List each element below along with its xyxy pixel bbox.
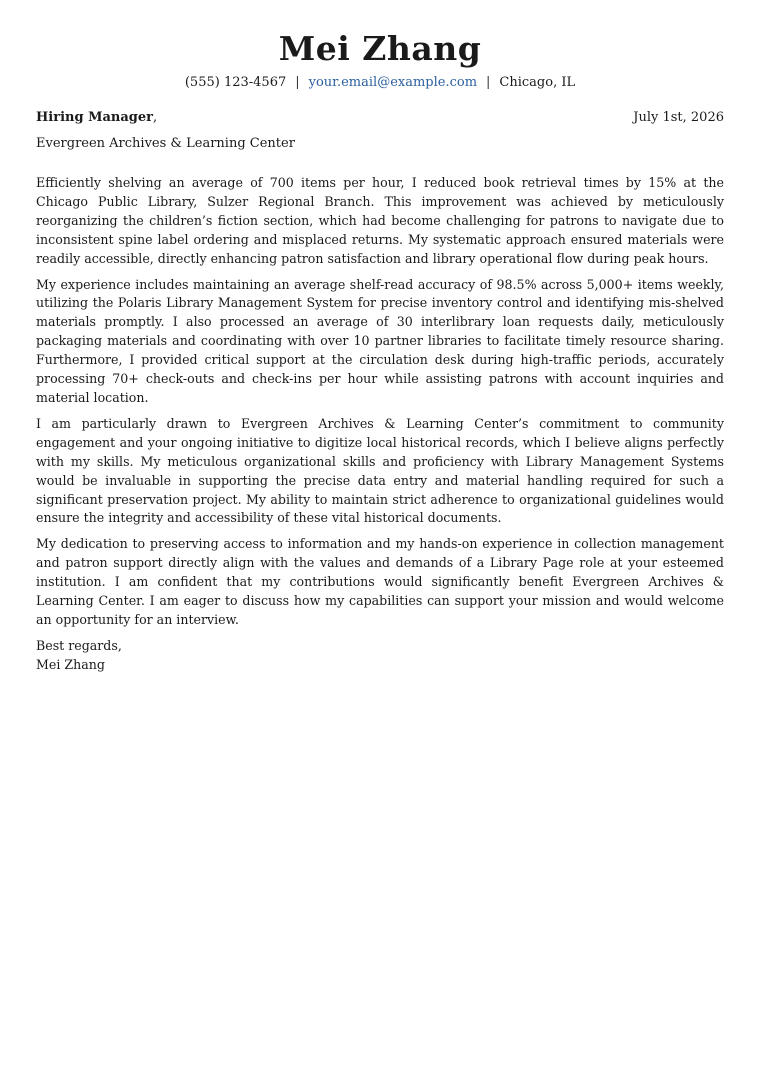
location: Chicago, IL bbox=[499, 75, 576, 90]
body-paragraph: Efficiently shelving an average of 700 items per hour, I reduced book retrieval times by 15% at the Chicago Public Library, Sulzer Regional Branch. This improvement was achieved by meticulously reorganizing the children’s fiction section, which had become challenging for patrons to navigate due to inconsistent spine label ordering and misplaced returns. My systematic approach ensured materials were readily accessible, directly enhancing patron satisfaction and library operational flow during peak hours. bbox=[36, 175, 724, 266]
body-paragraph: My dedication to preserving access to information and my hands-on experience in collection management and patron support directly align with the values and demands of a Library Page role at your esteemed institution. I am confident that my contributions would significantly benefit Evergreen Archives & Learning Center. I am eager to discuss how my capabilities can support your mission and would welcome an opportunity for an interview. bbox=[36, 536, 724, 627]
recipient-company: Evergreen Archives & Learning Center bbox=[36, 136, 295, 151]
applicant-name: Mei Zhang bbox=[278, 29, 482, 68]
closing-salutation: Best regards, bbox=[36, 637, 122, 653]
separator: | bbox=[486, 75, 491, 90]
letter-body bbox=[36, 174, 724, 630]
separator: | bbox=[295, 75, 300, 90]
signature-name: Mei Zhang bbox=[36, 656, 105, 672]
recipient-suffix: , bbox=[152, 110, 158, 125]
recipient-date-row bbox=[36, 109, 724, 127]
phone-number: (555) 123-4567 bbox=[184, 75, 287, 90]
body-paragraph: My experience includes maintaining an average shelf-read accuracy of 98.5% across 5,000+ items weekly, utilizing the Polaris Library Management System for precise inventory control and identifying mis-shelved materials promptly. I also processed an average of 30 interlibrary loan requests daily, meticulously packaging materials and coordinating with over 10 partner libraries to facilitate timely resource sharing. Furthermore, I provided critical support at the circulation desk during high-traffic periods, accurately processing 70+ check-outs and check-ins per hour while assisting patrons with account inquiries and material location. bbox=[36, 276, 724, 405]
email-link[interactable]: your.email@example.com bbox=[308, 75, 478, 90]
letter-date: July 1st, 2026 bbox=[633, 110, 724, 125]
recipient-line bbox=[36, 109, 157, 127]
closing-block bbox=[36, 637, 724, 675]
contact-line bbox=[36, 74, 724, 92]
body-paragraph: I am particularly drawn to Evergreen Archives & Learning Center’s commitment to community engagement and your ongoing initiative to digitize local historical records, which I believe aligns perfectly with my skills. My meticulous organizational skills and proficiency with Library Management Systems would be invaluable in supporting the precise data entry and material handling required for such a significant preservation project. My ability to maintain strict adherence to organizational guidelines would ensure the integrity and accessibility of these vital historical documents. bbox=[36, 415, 724, 526]
recipient-name: Hiring Manager bbox=[36, 110, 153, 125]
